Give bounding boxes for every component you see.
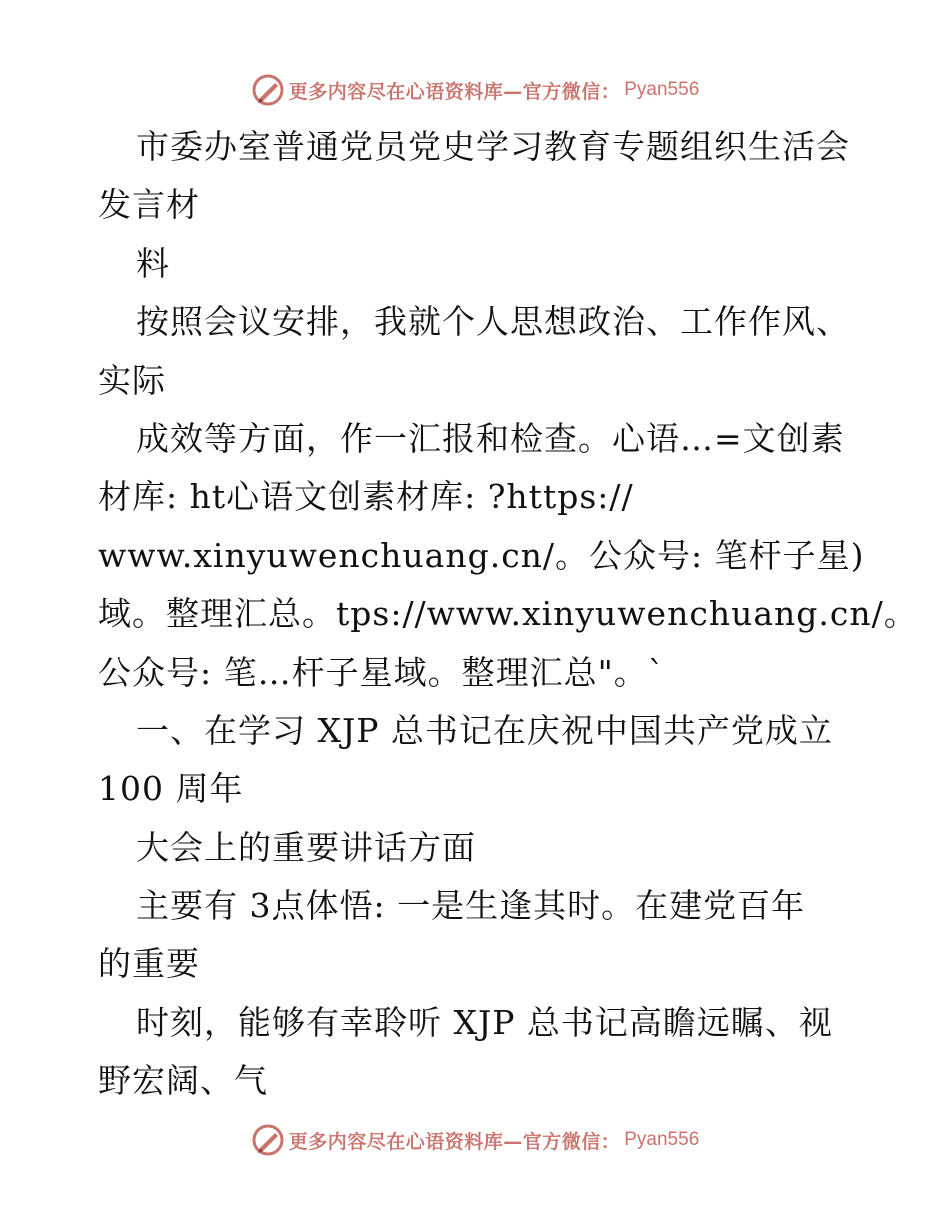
footer-banner-contact: Pyan556 bbox=[624, 1129, 700, 1150]
footer-banner bbox=[0, 1120, 950, 1160]
pen-logo-icon bbox=[251, 73, 285, 107]
header-banner-text: 更多内容尽在心语资料库—官方微信： bbox=[288, 80, 621, 103]
text-line: 100 周年 bbox=[98, 769, 244, 809]
text-line: 按照会议安排，我就个人思想政治、工作作风、 bbox=[136, 302, 850, 342]
text-line: 一、在学习 XJP 总书记在庆祝中国共产党成立 bbox=[136, 710, 833, 750]
pen-logo-icon bbox=[251, 1123, 285, 1157]
text-line: 公众号: 笔…杆子星域。整理汇总"。` bbox=[98, 652, 666, 692]
text-line: 发言材 bbox=[98, 185, 200, 225]
text-line: 野宏阔、气 bbox=[98, 1061, 268, 1101]
text-line: 市委办室普通党员党史学习教育专题组织生活会 bbox=[136, 127, 850, 166]
text-line: 的重要 bbox=[98, 944, 200, 984]
text-line: 材库: ht心语文创素材库: ?https:// bbox=[98, 477, 634, 517]
footer-banner-text: 更多内容尽在心语资料库—官方微信： bbox=[288, 1130, 621, 1153]
text-line: www.xinyuwenchuang.cn/。公众号: 笔杆子星) bbox=[98, 535, 865, 575]
text-line: 时刻，能够有幸聆听 XJP 总书记高瞻远瞩、视 bbox=[136, 1002, 833, 1042]
text-line: 域。整理汇总。tps://www.xinyuwenchuang.cn/。 bbox=[98, 594, 918, 634]
text-line: 大会上的重要讲话方面 bbox=[136, 827, 476, 867]
text-line: 实际 bbox=[98, 360, 166, 400]
text-line: 成效等方面，作一汇报和检查。心语…=文创素 bbox=[136, 418, 845, 458]
header-banner-contact: Pyan556 bbox=[624, 79, 700, 100]
text-line: 料 bbox=[136, 243, 170, 283]
document-body bbox=[98, 118, 918, 1111]
header-banner bbox=[0, 70, 950, 110]
text-line: 主要有 3点体悟: 一是生逢其时。在建党百年 bbox=[136, 886, 806, 926]
